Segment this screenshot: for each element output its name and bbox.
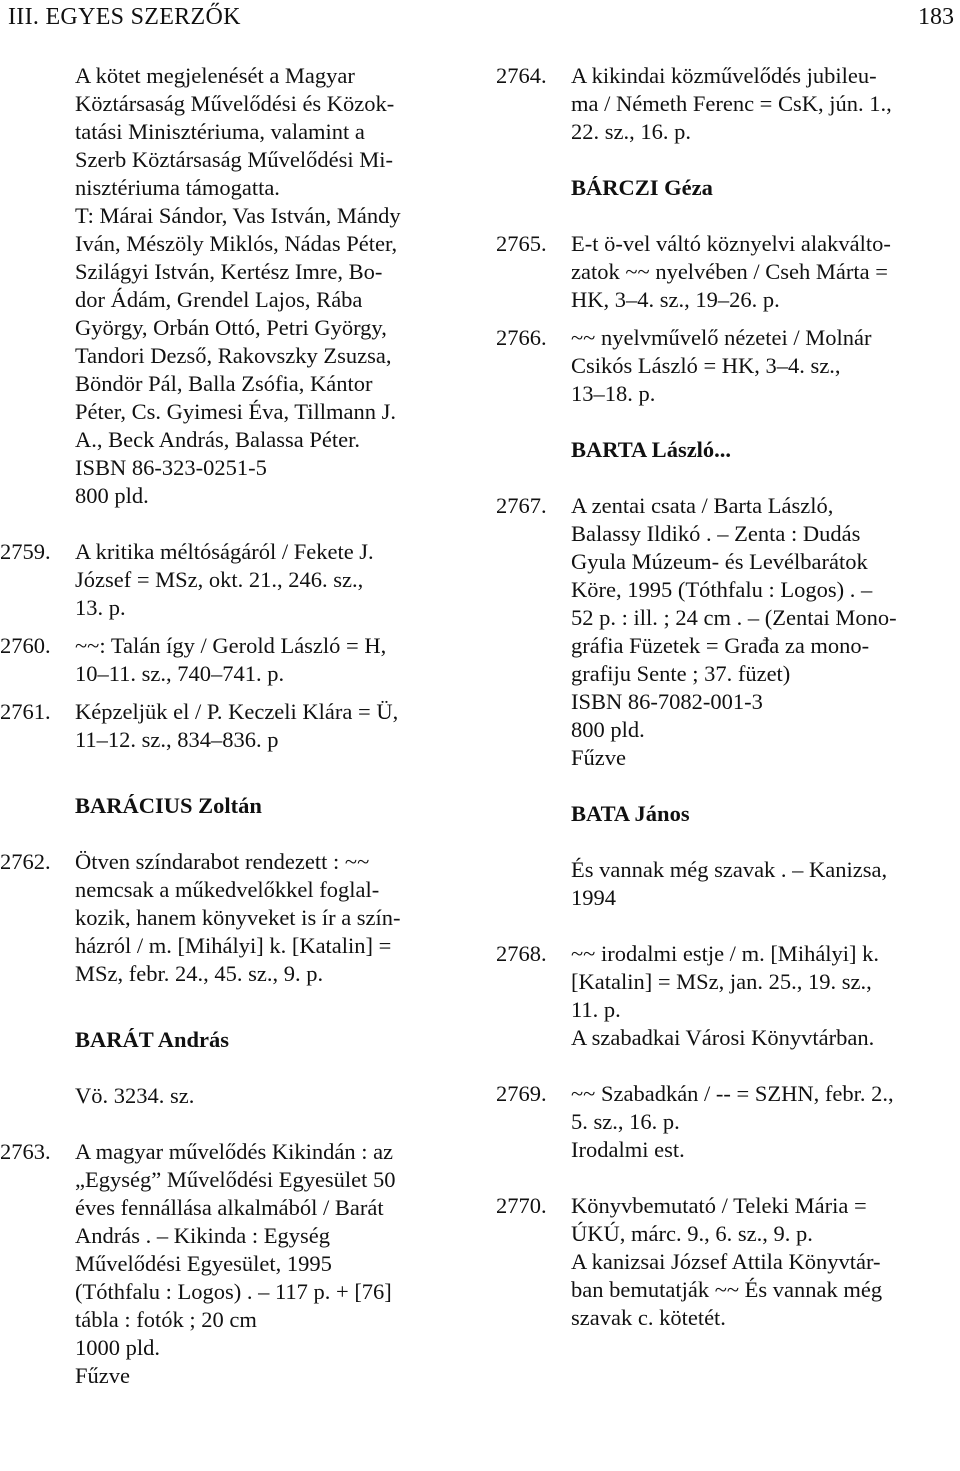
entry-2767 — [496, 492, 954, 772]
entry-line: Balassy Ildikó . – Zenta : Dudás — [571, 521, 861, 546]
entry-2762 — [0, 848, 470, 988]
intro-line: Iván, Mészöly Miklós, Nádas Péter, — [75, 231, 398, 256]
entry-number: 2763. — [0, 1139, 51, 1164]
entry-2769 — [496, 1080, 954, 1164]
entry-line: A zentai csata / Barta László, — [571, 493, 834, 518]
entry-line: 5. sz., 16. p. — [571, 1109, 680, 1134]
entry-2759 — [0, 538, 470, 622]
entry-number: 2769. — [496, 1081, 547, 1106]
entry-line: „Egység” Művelődési Egyesület 50 — [75, 1167, 396, 1192]
entry-line: Csikós László = HK, 3–4. sz., — [571, 353, 841, 378]
entry-line: HK, 3–4. sz., 19–26. p. — [571, 287, 780, 312]
intro-line: T: Márai Sándor, Vas István, Mándy — [75, 203, 401, 228]
entry-line: (Tóthfalu : Logos) . – 117 p. + [76] — [75, 1279, 392, 1304]
entry-number: 2762. — [0, 849, 51, 874]
author-heading: BARÁCIUS Zoltán — [75, 793, 262, 818]
entry-line: A kanizsai József Attila Könyvtár- — [571, 1249, 881, 1274]
entry-line: 800 pld. — [571, 717, 645, 742]
entry-2766 — [496, 324, 954, 408]
entry-line: MSz, febr. 24., 45. sz., 9. p. — [75, 961, 324, 986]
author-heading: BARÁT András — [75, 1027, 230, 1052]
intro-line: Szilágyi István, Kertész Imre, Bo- — [75, 259, 383, 284]
right-column — [496, 62, 954, 1332]
intro-block — [0, 62, 470, 510]
entry-line: Gyula Múzeum- és Levélbarátok — [571, 549, 868, 574]
entry-line: József = MSz, okt. 21., 246. sz., — [75, 567, 364, 592]
entry-line: ISBN 86-7082-001-3 — [571, 689, 763, 714]
entry-line: kozik, hanem könyveket is ír a szín- — [75, 905, 401, 930]
intro-line: A kötet megjelenését a Magyar — [75, 63, 355, 88]
entry-line: [Katalin] = MSz, jan. 25., 19. sz., — [571, 969, 872, 994]
intro-line: A., Beck András, Balassa Péter. — [75, 427, 360, 452]
intro-line: Böndör Pál, Balla Zsófia, Kántor — [75, 371, 373, 396]
entry-line: Művelődési Egyesület, 1995 — [75, 1251, 332, 1276]
entry-number: 2766. — [496, 325, 547, 350]
entry-number: 2761. — [0, 699, 51, 724]
author-heading: BÁRCZI Géza — [571, 175, 713, 200]
entry-2765 — [496, 230, 954, 314]
entry-number: 2759. — [0, 539, 51, 564]
intro-line: nisztériuma támogatta. — [75, 175, 280, 200]
entry-number: 2768. — [496, 941, 547, 966]
entry-line: Irodalmi est. — [571, 1137, 685, 1162]
book-title-block — [496, 856, 954, 912]
entry-line: 11–12. sz., 834–836. p — [75, 727, 279, 752]
entry-line: ~~ irodalmi estje / m. [Mihályi] k. — [571, 941, 880, 966]
entry-line: 13–18. p. — [571, 381, 656, 406]
entry-line: 52 p. : ill. ; 24 cm . – (Zentai Mono- — [571, 605, 897, 630]
intro-line: Köztársaság Művelődési és Közok- — [75, 91, 395, 116]
intro-line: tatási Minisztériuma, valamint a — [75, 119, 365, 144]
author-heading: BARTA László... — [571, 437, 732, 462]
entry-line: ~~ nyelvművelő nézetei / Molnár — [571, 325, 872, 350]
intro-line: Péter, Cs. Gyimesi Éva, Tillmann J. — [75, 399, 396, 424]
entry-line: Könyvbemutató / Teleki Mária = — [571, 1193, 867, 1218]
intro-line: György, Orbán Ottó, Petri György, — [75, 315, 387, 340]
entry-line: házról / m. [Mihályi] k. [Katalin] = — [75, 933, 392, 958]
entry-line: nemcsak a műkedvelőkkel foglal- — [75, 877, 380, 902]
entry-number: 2764. — [496, 63, 547, 88]
entry-line: A kritika méltóságáról / Fekete J. — [75, 539, 374, 564]
entry-line: tábla : fotók ; 20 cm — [75, 1307, 257, 1332]
entry-line: éves fennállása alkalmából / Barát — [75, 1195, 384, 1220]
entry-line: grafiju Sente ; 37. füzet) — [571, 661, 791, 686]
left-column — [0, 62, 470, 1390]
entry-2764 — [496, 62, 954, 146]
page-header — [8, 4, 954, 36]
entry-line: A magyar művelődés Kikindán : az — [75, 1139, 394, 1164]
entry-number: 2765. — [496, 231, 547, 256]
entry-line: 22. sz., 16. p. — [571, 119, 691, 144]
see-also-reference: Vö. 3234. sz. — [75, 1083, 195, 1108]
entry-2768 — [496, 940, 954, 1052]
entry-line: 1000 pld. — [75, 1335, 161, 1360]
intro-line: ISBN 86-323-0251-5 — [75, 455, 267, 480]
section-title: III. EGYES SZERZŐK — [8, 4, 241, 30]
entry-line: Képzeljük el / P. Keczeli Klára = Ü, — [75, 699, 399, 724]
entry-line: Köre, 1995 (Tóthfalu : Logos) . – — [571, 577, 873, 602]
entry-line: ÚKÚ, márc. 9., 6. sz., 9. p. — [571, 1221, 813, 1246]
entry-line: ma / Németh Ferenc = CsK, jún. 1., — [571, 91, 892, 116]
entry-line: A szabadkai Városi Könyvtárban. — [571, 1025, 875, 1050]
entry-line: Fűzve — [75, 1363, 130, 1388]
entry-line: 13. p. — [75, 595, 126, 620]
intro-line: 800 pld. — [75, 483, 149, 508]
entry-2770 — [496, 1192, 954, 1332]
entry-line: ban bemutatják ~~ És vannak még — [571, 1277, 883, 1302]
intro-line: Szerb Köztársaság Művelődési Mi- — [75, 147, 394, 172]
entry-line: 11. p. — [571, 997, 621, 1022]
entry-line: András . – Kikinda : Egység — [75, 1223, 330, 1248]
entry-line: ~~: Talán így / Gerold László = H, — [75, 633, 387, 658]
entry-line: szavak c. kötetét. — [571, 1305, 726, 1330]
entry-line: A kikindai közművelődés jubileu- — [571, 63, 877, 88]
entry-2760 — [0, 632, 470, 688]
entry-line: Fűzve — [571, 745, 626, 770]
entry-line: ~~ Szabadkán / -- = SZHN, febr. 2., — [571, 1081, 894, 1106]
entry-line: zatok ~~ nyelvében / Cseh Márta = — [571, 259, 888, 284]
entry-line: Ötven színdarabot rendezett : ~~ — [75, 849, 370, 874]
intro-line: dor Ádám, Grendel Lajos, Rába — [75, 287, 363, 312]
book-title-line: És vannak még szavak . – Kanizsa, — [571, 857, 888, 882]
page-number: 183 — [918, 4, 954, 30]
entry-line: E-t ö-vel váltó köznyelvi alakválto- — [571, 231, 891, 256]
author-heading: BATA János — [571, 801, 690, 826]
entry-number: 2760. — [0, 633, 51, 658]
entry-line: gráfia Füzetek = Građa za mono- — [571, 633, 870, 658]
entry-line: 10–11. sz., 740–741. p. — [75, 661, 285, 686]
intro-line: Tandori Dezső, Rakovszky Zsuzsa, — [75, 343, 392, 368]
entry-2761 — [0, 698, 470, 754]
book-title-line: 1994 — [571, 885, 616, 910]
entry-number: 2770. — [496, 1193, 547, 1218]
entry-2763 — [0, 1138, 470, 1390]
entry-number: 2767. — [496, 493, 547, 518]
